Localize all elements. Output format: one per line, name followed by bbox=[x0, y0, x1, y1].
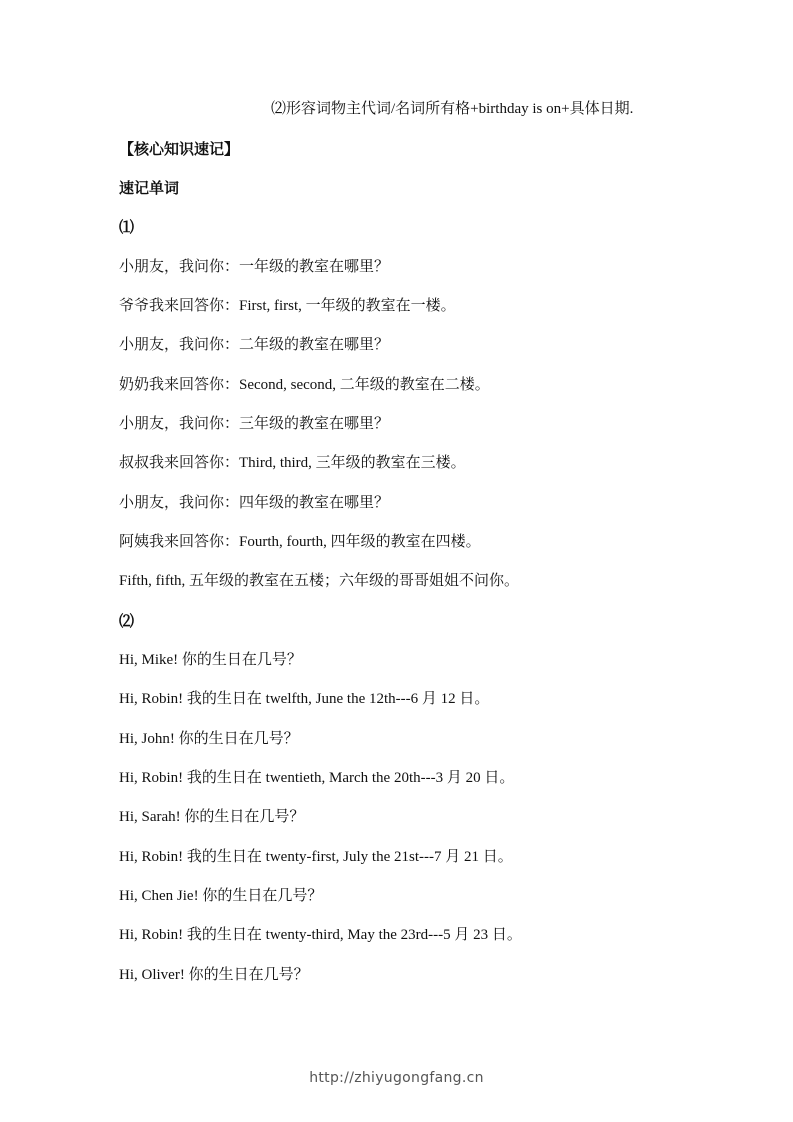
grammar-rule-line: ⑵形容词物主代词/名词所有格+birthday is on+具体日期. bbox=[271, 101, 634, 117]
rhyme-line: 小朋友，我问你：一年级的教室在哪里？ bbox=[119, 259, 390, 275]
footer-url[interactable]: http://zhiyugongfang.cn bbox=[309, 1070, 484, 1086]
rhyme-line: 小朋友，我问你：四年级的教室在哪里？ bbox=[119, 495, 390, 511]
rhyme-line: 小朋友，我问你：二年级的教室在哪里？ bbox=[119, 337, 390, 353]
rhyme-line: Fifth, fifth, 五年级的教室在五楼；六年级的哥哥姐姐不问你。 bbox=[119, 573, 519, 589]
section-title: 【核心知识速记】 bbox=[119, 140, 240, 158]
part1-label: ⑴ bbox=[119, 218, 135, 236]
subsection-title: 速记单词 bbox=[119, 179, 180, 197]
rhyme-line: 奶奶我来回答你：Second, second, 二年级的教室在二楼。 bbox=[119, 377, 490, 393]
rhyme-line: 爷爷我来回答你：First, first, 一年级的教室在一楼。 bbox=[119, 298, 456, 314]
dialogue-line: Hi, John! 你的生日在几号？ bbox=[119, 731, 299, 747]
dialogue-line: Hi, Chen Jie! 你的生日在几号？ bbox=[119, 888, 323, 904]
part2-label: ⑵ bbox=[119, 612, 135, 630]
dialogue-line: Hi, Sarah! 你的生日在几号？ bbox=[119, 809, 305, 825]
dialogue-line: Hi, Robin! 我的生日在 twenty-third, May the 23rd---5 月 23 日。 bbox=[119, 927, 522, 943]
dialogue-line: Hi, Robin! 我的生日在 twelfth, June the 12th---6 月 12 日。 bbox=[119, 691, 490, 707]
dialogue-line: Hi, Mike! 你的生日在几号？ bbox=[119, 652, 302, 668]
rhyme-line: 小朋友，我问你：三年级的教室在哪里？ bbox=[119, 416, 390, 432]
dialogue-line: Hi, Robin! 我的生日在 twenty-first, July the 21st---7 月 21 日。 bbox=[119, 849, 513, 865]
dialogue-line: Hi, Oliver! 你的生日在几号？ bbox=[119, 967, 309, 983]
dialogue-line: Hi, Robin! 我的生日在 twentieth, March the 20th---3 月 20 日。 bbox=[119, 770, 515, 786]
rhyme-line: 阿姨我来回答你：Fourth, fourth, 四年级的教室在四楼。 bbox=[119, 534, 481, 550]
rhyme-line: 叔叔我来回答你：Third, third, 三年级的教室在三楼。 bbox=[119, 455, 466, 471]
